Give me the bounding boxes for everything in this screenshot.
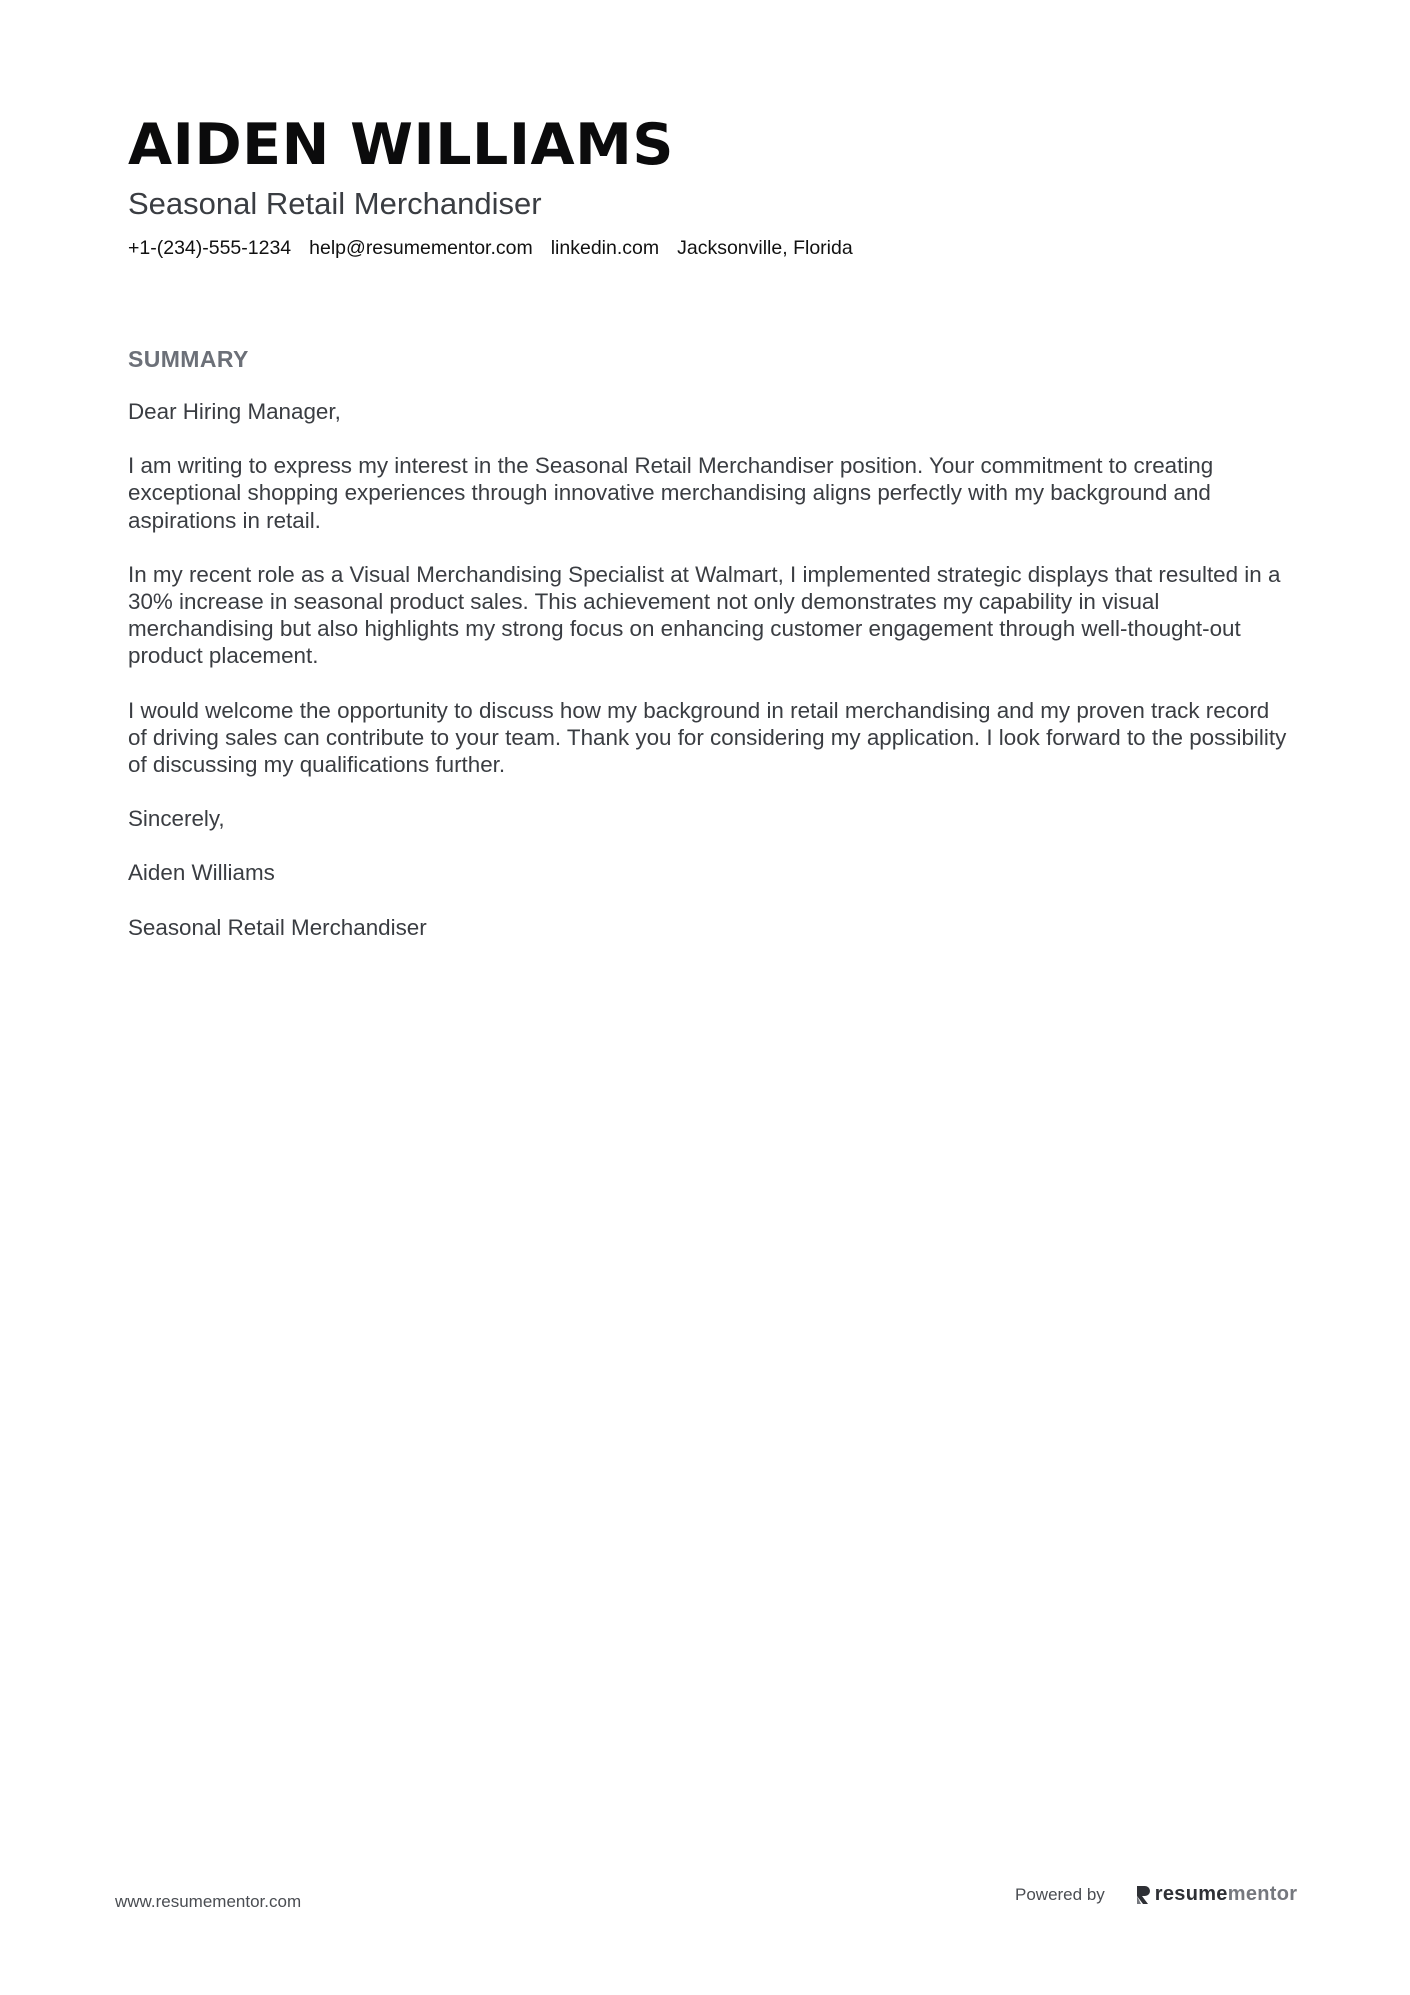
signature-title: Seasonal Retail Merchandiser [128,914,427,940]
footer-branding [1015,1883,1297,1906]
applicant-name: AIDEN WILLIAMS [128,112,674,178]
contact-row [128,236,1288,260]
brand-text-mentor: mentor [1227,1883,1298,1905]
brand-text-resume: resume [1154,1883,1228,1905]
header [128,108,1288,260]
contact-phone: +1-(234)-555-1234 [128,237,292,259]
letter-body [128,398,1288,941]
letter-paragraph: I am writing to express my interest in the Seasonal Retail Merchandiser position. Your commitment to creating exceptional shopping experiences through innovative merchandising aligns perfectly with my background and aspirations in retail. [128,453,1214,533]
letter-paragraph: I would welcome the opportunity to discuss how my background in retail merchandising and my proven track record of driving sales can contribute to your team. Thank you for considering my application. I look forward to the possibility of discussing my qualifications further. [128,697,1287,778]
section-heading: SUMMARY [128,346,249,372]
closing: Sincerely, [128,806,225,832]
summary-section [128,344,1288,968]
contact-location: Jacksonville, Florida [677,237,853,259]
powered-by-label: Powered by [1015,1884,1105,1904]
letter-paragraph: In my recent role as a Visual Merchandising Specialist at Walmart, I implemented strategic displays that resulted in a 30% increase in seasonal product sales. This achievement not only demonstrates my capability in visual merchandising but also highlights my strong focus on enhancing customer engagement through well-thought-out product placement. [128,561,1281,669]
signature-name: Aiden Williams [128,860,275,886]
job-title: Seasonal Retail Merchandiser [128,186,542,221]
resumementor-logo-icon [1135,1885,1151,1905]
contact-email: help@resumementor.com [309,237,533,259]
salutation: Dear Hiring Manager, [128,399,341,424]
footer-website: www.resumementor.com [115,1892,302,1911]
brand-logo [1135,1883,1298,1906]
contact-linkedin: linkedin.com [550,237,660,259]
